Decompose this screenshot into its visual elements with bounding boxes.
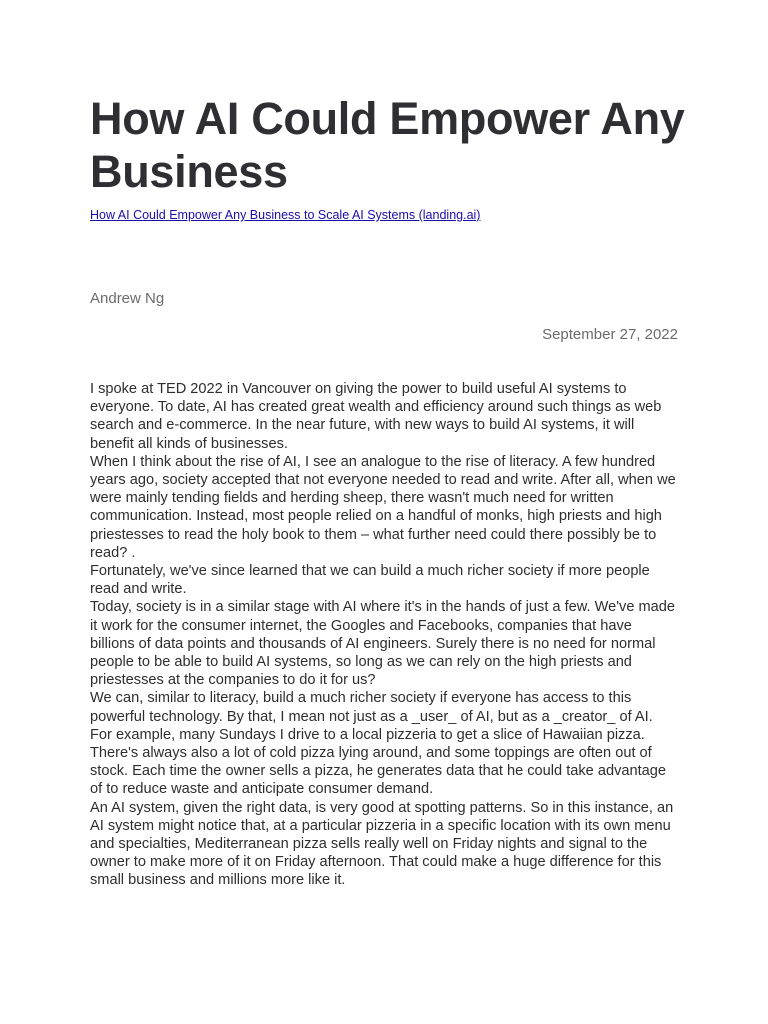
article-body [90, 380, 680, 890]
paragraph: We can, similar to literacy, build a much richer society if everyone has access to this powerful technology. By that, I mean not just as a _user_ of AI, but as a _creator_ of AI. [90, 690, 653, 725]
paragraph: Today, society is in a similar stage with AI where it's in the hands of just a few. We've made it work for the consumer internet, the Googles and Facebooks, companies that have billions of data points and thousands of AI engineers. Surely there is no need for normal people to be able to build AI systems, so long as we can rely on the high priests and priestesses at the companies to do it for us? [90, 599, 676, 689]
article-title: How AI Could Empower Any Business [90, 93, 685, 197]
paragraph: An AI system, given the right data, is very good at spotting patterns. So in this instance, an AI system might notice that, at a particular pizzeria in a specific location with its own menu and specialties, Mediterranean pizza sells really well on Friday nights and signal to the owner to make more of it on Friday afternoon. That could make a huge difference for this small business and millions more like it. [90, 799, 674, 889]
paragraph: When I think about the rise of AI, I see an analogue to the rise of literacy. A few hundred years ago, society accepted that not everyone needed to read and write. After all, when we were mainly tending fields and herding sheep, there wasn't much need for written communication. Instead, most people relied on a handful of monks, high priests and high priestesses to read the holy book to them – what further need could there possibly be to read? . [90, 453, 676, 561]
source-link[interactable]: How AI Could Empower Any Business to Scale AI Systems (landing.ai) [90, 208, 481, 222]
paragraph: I spoke at TED 2022 in Vancouver on giving the power to build useful AI systems to everyone. To date, AI has created great wealth and efficiency around such things as web search and e-commerce. In the near future, with new ways to build AI systems, it will benefit all kinds of businesses. [90, 381, 662, 452]
author-name: Andrew Ng [90, 290, 165, 307]
paragraph: Fortunately, we've since learned that we can build a much richer society if more people read and write. [90, 563, 650, 598]
publish-date: September 27, 2022 [542, 326, 678, 343]
paragraph: For example, many Sundays I drive to a local pizzeria to get a slice of Hawaiian pizza. There's always also a lot of cold pizza lying around, and some toppings are often out of stock. Each time the owner sells a pizza, he generates data that he could take advantage of to reduce waste and anticipate consumer demand. [90, 726, 666, 798]
